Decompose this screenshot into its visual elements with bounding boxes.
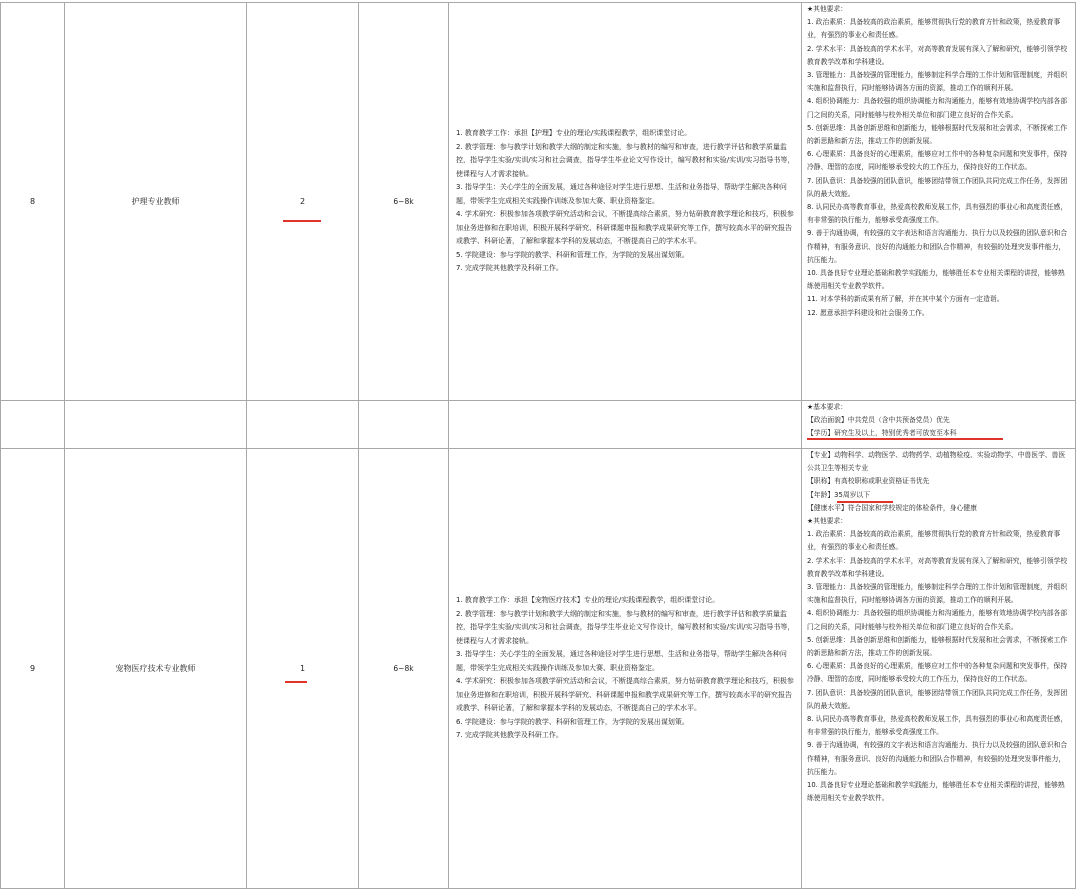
duty-line: 4. 学术研究：积极参加各项教学研究活动和会议，不断提高综合素质，努力钻研教育教学理论和技巧，积极参加业务进修和在职培训，积极开展科学研究、科研课题申报和教学成果研究等工作，撰写较高水平的研究报告或教学、科研论著，了解和掌握本学科的发展动态，不断提高自己的学术水平。 <box>456 677 794 713</box>
red-underline-annotation <box>283 220 321 222</box>
requirement-line: 【政治面貌】中共党员（含中共预备党员）优先 <box>807 416 950 425</box>
requirement-heading: ★其他要求： <box>807 5 848 13</box>
requirement-line: 4. 组织协调能力：具备较强的组织协调能力和沟通能力，能够有效地协调学校内部各部门之间的关系，同时能够与校外相关单位和部门建立良好的合作关系。 <box>807 609 1068 631</box>
requirement-line: 1. 政治素质：具备较高的政治素质，能够贯彻执行党的教育方针和政策，热爱教育事业，有强烈的事业心和责任感。 <box>807 530 1061 552</box>
salary: 6~8k <box>359 449 449 889</box>
duty-line: 1. 教育教学工作：承担【护理】专业的理论/实践课程教学，组织课堂讨论。 <box>456 129 692 138</box>
requirement-line: 2. 学术水平：具备较高的学术水平，对高等教育发展有深入了解和研究，能够引领学校教育教学改革和学科建设。 <box>807 44 1068 66</box>
duties-cell <box>449 401 802 449</box>
requirement-line: 【职称】有高校职称或职业资格证书优先 <box>807 477 930 486</box>
table-row <box>1 401 1076 449</box>
duty-line: 7. 完成学院其他教学及科研工作。 <box>456 264 563 273</box>
requirement-line: 7. 团队意识：具备较强的团队意识，能够团结带领工作团队共同完成工作任务，发挥团队的最大效能。 <box>807 688 1068 710</box>
requirement-line: 4. 组织协调能力：具备较强的组织协调能力和沟通能力，能够有效地协调学校内部各部门之间的关系，同时能够与校外相关单位和部门建立良好的合作关系。 <box>807 97 1068 119</box>
requirement-line: 7. 团队意识：具备较强的团队意识，能够团结带领工作团队共同完成工作任务，发挥团队的最大效能。 <box>807 176 1068 198</box>
red-underline-annotation <box>837 501 893 503</box>
duties-cell <box>449 3 802 401</box>
table-row <box>1 449 1076 889</box>
requirement-line: 8. 认同民办高等教育事业，热爱高校教师发展工作，具有强烈的事业心和高度责任感，有非常强的执行能力，能够承受高强度工作。 <box>807 203 1068 225</box>
duties-cell <box>449 449 802 889</box>
position-title: 宠物医疗技术专业教师 <box>65 449 247 889</box>
requirement-line: 9. 善于沟通协调，有较强的文字表达和语言沟通能力、执行力以及较强的团队意识和合作精神，有服务意识、良好的沟通能力和团队合作精神，有较强的处理突发事件能力，抗压能力。 <box>807 229 1068 264</box>
duty-line: 2. 教学管理：参与教学计划和教学大纲的制定和实施，参与教材的编写和审查，进行教学评估和教学质量监控，指导学生实验/实训/实习和社会调查，指导学生毕业论文写作设计，编写教材和实验/实训/实习指导书等，使课程与人才需求接轨。 <box>456 142 795 178</box>
requirements-block <box>807 401 1071 441</box>
duty-line: 3. 指导学生：关心学生的全面发展，通过各种途径对学生进行思想、生活和业务指导，帮助学生解决各种问题，带领学生完成相关实践操作训练及参加大赛、职业资格鉴定。 <box>456 650 787 672</box>
requirement-line: 3. 管理能力：具备较强的管理能力，能够制定科学合理的工作计划和管理制度，并组织实施和监督执行，同时能够协调各方面的资源，推动工作的顺利开展。 <box>807 71 1068 93</box>
requirement-line: 5. 创新思维：具备创新思维和创新能力，能够根据时代发展和社会需求，不断探索工作的新思路和新方法，推动工作的创新发展。 <box>807 123 1068 146</box>
requirements-cell <box>802 3 1076 401</box>
row-number: 9 <box>1 449 65 889</box>
requirement-heading: ★其他要求： <box>807 517 848 526</box>
requirement-line: 3. 管理能力：具备较强的管理能力，能够制定科学合理的工作计划和管理制度，并组织实施和监督执行，同时能够协调各方面的资源，推动工作的顺利开展。 <box>807 583 1068 605</box>
requirement-line: 【健康水平】符合国家和学校规定的体检条件，身心健康 <box>807 503 977 512</box>
duty-line: 1. 教育教学工作：承担【宠物医疗技术】专业的理论/实践课程教学，组织课堂讨论。 <box>456 596 720 605</box>
requirement-line: 8. 认同民办高等教育事业，热爱高校教师发展工作，具有强烈的事业心和高度责任感，有非常强的执行能力，能够承受高强度工作。 <box>807 715 1068 737</box>
requirement-line: 6. 心理素质：具备良好的心理素质，能够应对工作中的各种复杂问题和突发事件，保持冷静、理智的态度，同时能够承受较大的工作压力，保持良好的工作状态。 <box>807 662 1068 684</box>
duty-line: 7. 完成学院其他教学及科研工作。 <box>456 731 563 740</box>
requirement-heading: ★基本要求： <box>807 403 848 411</box>
duty-line: 3. 指导学生：关心学生的全面发展，通过各种途径对学生进行思想、生活和业务指导，帮助学生解决各种问题，带领学生完成相关实践操作训练及参加大赛、职业资格鉴定。 <box>456 183 787 205</box>
headcount <box>247 401 359 449</box>
duty-line: 6. 学院建设：参与学院的教学、科研和管理工作，为学院的发展出谋划策。 <box>456 717 689 726</box>
recruitment-table <box>0 2 1076 889</box>
row-number <box>1 401 65 449</box>
requirement-line: 10. 具备良好专业理论基础和教学实践能力，能够胜任本专业相关课程的讲授，能够熟练使用相关专业教学软件。 <box>807 269 1065 291</box>
red-underline-annotation <box>285 681 307 683</box>
requirements-block <box>807 449 1071 805</box>
duty-line: 2. 教学管理：参与教学计划和教学大纲的制定和实施，参与教材的编写和审查，进行教学评估和教学质量监控，指导学生实验/实训/实习和社会调查，指导学生毕业论文写作设计，编写教材和实验/实训/实习指导书等，使课程与人才需求接轨。 <box>456 609 795 645</box>
requirement-line: 11. 对本学科的新成果有所了解，并在其中某个方面有一定造诣。 <box>807 295 1004 304</box>
headcount-cell <box>247 3 359 401</box>
requirement-line: 12. 愿意承担学科建设和社会服务工作。 <box>807 308 929 317</box>
position-title: 护理专业教师 <box>65 3 247 401</box>
requirements-cell <box>802 401 1076 449</box>
headcount-cell <box>247 449 359 889</box>
salary <box>359 401 449 449</box>
requirement-line: 【学历】研究生及以上，特别优秀者可放宽至本科 <box>807 429 957 438</box>
table-row <box>1 3 1076 401</box>
requirement-line: 【专业】动物科学、动物医学、动物药学、动植物检疫、实验动物学、中兽医学、兽医公共卫生等相关专业 <box>807 451 1066 473</box>
duty-line: 5. 学院建设：参与学院的教学、科研和管理工作，为学院的发展出谋划策。 <box>456 250 689 259</box>
position-title <box>65 401 247 449</box>
headcount: 2 <box>299 197 306 206</box>
requirement-line: 10. 具备良好专业理论基础和教学实践能力，能够胜任本专业相关课程的讲授，能够熟练使用相关专业教学软件。 <box>807 781 1065 803</box>
requirement-line: 【年龄】35周岁以下 <box>807 490 871 499</box>
requirement-line: 5. 创新思维：具备创新思维和创新能力，能够根据时代发展和社会需求，不断探索工作的新思路和新方法，推动工作的创新发展。 <box>807 635 1068 658</box>
requirement-line: 9. 善于沟通协调，有较强的文字表达和语言沟通能力、执行力以及较强的团队意识和合作精神，有服务意识、良好的沟通能力和团队合作精神，有较强的处理突发事件能力，抗压能力。 <box>807 741 1068 776</box>
salary: 6~8k <box>359 3 449 401</box>
requirement-line: 6. 心理素质：具备良好的心理素质，能够应对工作中的各种复杂问题和突发事件，保持冷静、理智的态度，同时能够承受较大的工作压力，保持良好的工作状态。 <box>807 150 1068 172</box>
row-number: 8 <box>1 3 65 401</box>
red-underline-annotation <box>807 438 1003 440</box>
requirements-cell <box>802 449 1076 889</box>
duty-line: 4. 学术研究：积极参加各项教学研究活动和会议，不断提高综合素质，努力钻研教育教学理论和技巧，积极参加业务进修和在职培训，积极开展科学研究、科研课题申报和教学成果研究等工作，撰写较高水平的研究报告或教学、科研论著，了解和掌握本学科的发展动态，不断提高自己的学术水平。 <box>456 210 794 246</box>
headcount: 1 <box>299 664 306 673</box>
requirement-line: 2. 学术水平：具备较高的学术水平，对高等教育发展有深入了解和研究，能够引领学校教育教学改革和学科建设。 <box>807 556 1068 578</box>
requirement-line: 1. 政治素质：具备较高的政治素质，能够贯彻执行党的教育方针和政策，热爱教育事业，有强烈的事业心和责任感。 <box>807 18 1061 40</box>
